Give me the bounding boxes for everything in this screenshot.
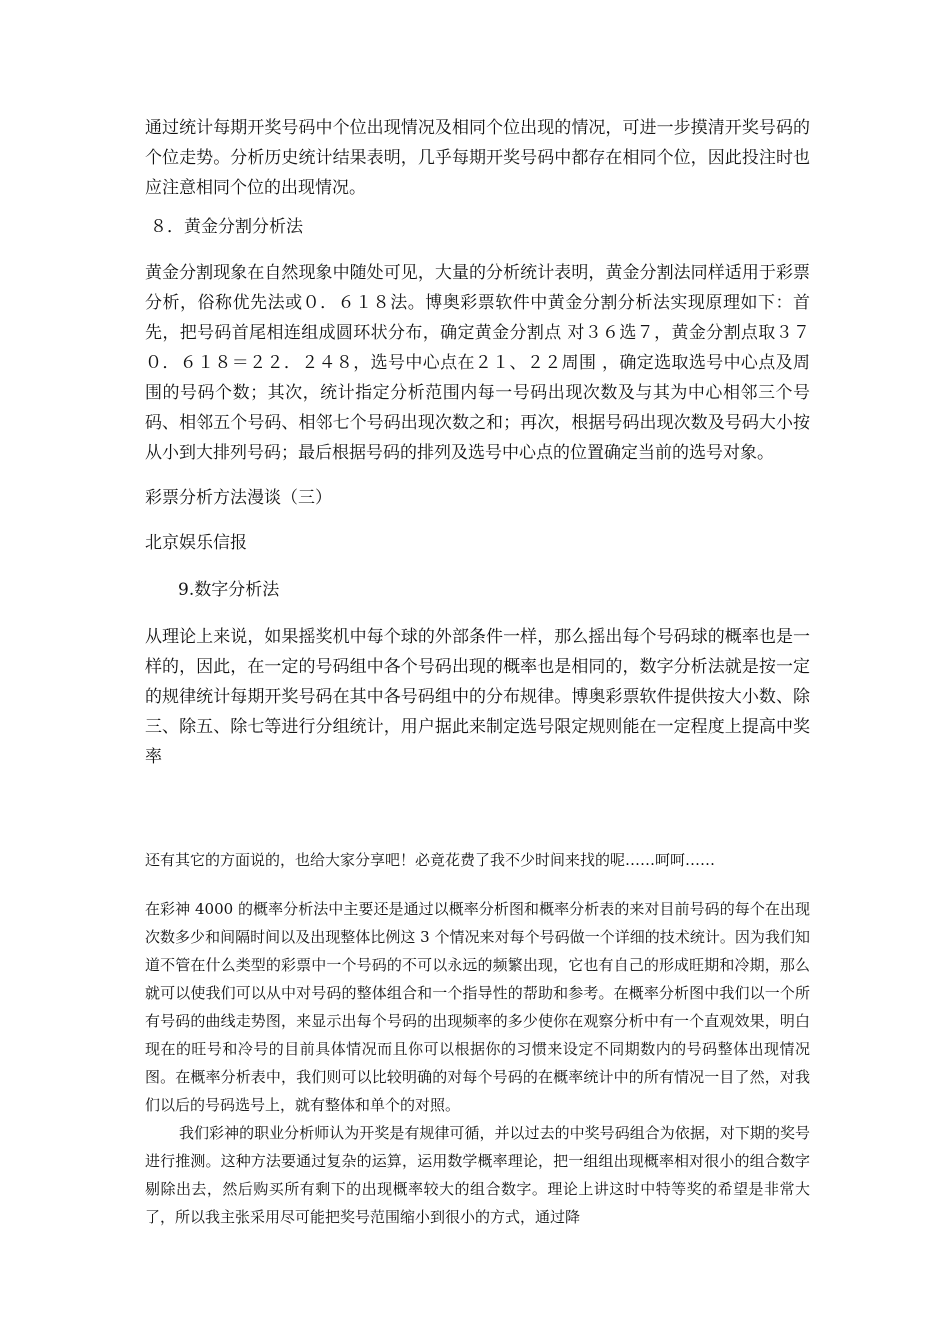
article-title: 彩票分析方法漫谈（三） [145,488,332,508]
golden-section-paragraph: 黄金分割现象在自然现象中随处可见，大量的分析统计表明，黄金分割法同样适用于彩票分析，俗称优先法或０．６１８法。博奥彩票软件中黄金分割分析法实现原理如下：首先，把号码首尾相连组成圆环状分布，确定黄金分割点 对３６选７，黄金分割点取３７ ０．６１８＝２２．２４８，选号中心点在２１、２２周围 ，确定选取选号中心点及周围的号码个数；其次，统计指定分析范围内每一号码出现次数及与其为中心相邻三个号码、相邻五个号码、相邻七个号码出现次数之和；再次，根据号码出现次数及号码大小按从小到大排列号码；最后根据号码的排列及选号中心点的位置确定当前的选号对象。 [145,263,810,463]
share-note: 还有其它的方面说的，也给大家分享吧！必竟花费了我不少时间来找的呢……呵呵…… [145,851,716,869]
number-analysis-paragraph: 从理论上来说，如果摇奖机中每个球的外部条件一样，那么摇出每个号码球的概率也是一样的，因此，在一定的号码组中各个号码出现的概率也是相同的，数字分析法就是按一定的规律统计每期开奖号码在其中各号码组中的分布规律。博奥彩票软件提供按大小数、除三、除五、除七等进行分组统计，用户据此来制定选号限定规则能在一定程度上提高中奖率 [145,627,810,767]
article-source: 北京娱乐信报 [145,533,247,553]
caishen-paragraph-1: 在彩神 4000 的概率分析法中主要还是通过以概率分析图和概率分析表的来对目前号码的每个在出现次数多少和间隔时间以及出现整体比例这 3 个情况来对每个号码做一个详细的技术统计。因为我们知道不管在什么类型的彩票中一个号码的不可以永远的频繁出现，它也有自己的形成旺期和冷期，那么就可以使我们可以从中对号码的整体组合和一个指导性的帮助和参考。在概率分析图中我们以一个所有号码的曲线走势图，来显示出每个号码的出现频率的多少使你在观察分析中有一个直观效果，明白现在的旺号和冷号的目前具体情况而且你可以根据你的习惯来设定不同期数内的号码整体出现情况图。在概率分析表中，我们则可以比较明确的对每个号码的在概率统计中的所有情况一目了然，对我们以后的号码选号上，就有整体和单个的对照。 [145,900,810,1114]
unit-digit-paragraph: 通过统计每期开奖号码中个位出现情况及相同个位出现的情况，可进一步摸清开奖号码的个位走势。分析历史统计结果表明，几乎每期开奖号码中都存在相同个位，因此投注时也应注意相同个位的出现情况。 [145,118,810,198]
caishen-paragraph-2: 我们彩神的职业分析师认为开奖是有规律可循，并以过去的中奖号码组合为依据，对下期的奖号进行推测。这种方法要通过复杂的运算，运用数学概率理论，把一组组出现概率相对很小的组合数字剔除出去，然后购买所有剩下的出现概率较大的组合数字。理论上讲这时中特等奖的希望是非常大了，所以我主张采用尽可能把奖号范围缩小到很小的方式，通过降 [145,1124,810,1226]
section-8-heading: ８．黄金分割分析法 [150,217,303,237]
section-9-heading: 9.数字分析法 [178,580,280,600]
